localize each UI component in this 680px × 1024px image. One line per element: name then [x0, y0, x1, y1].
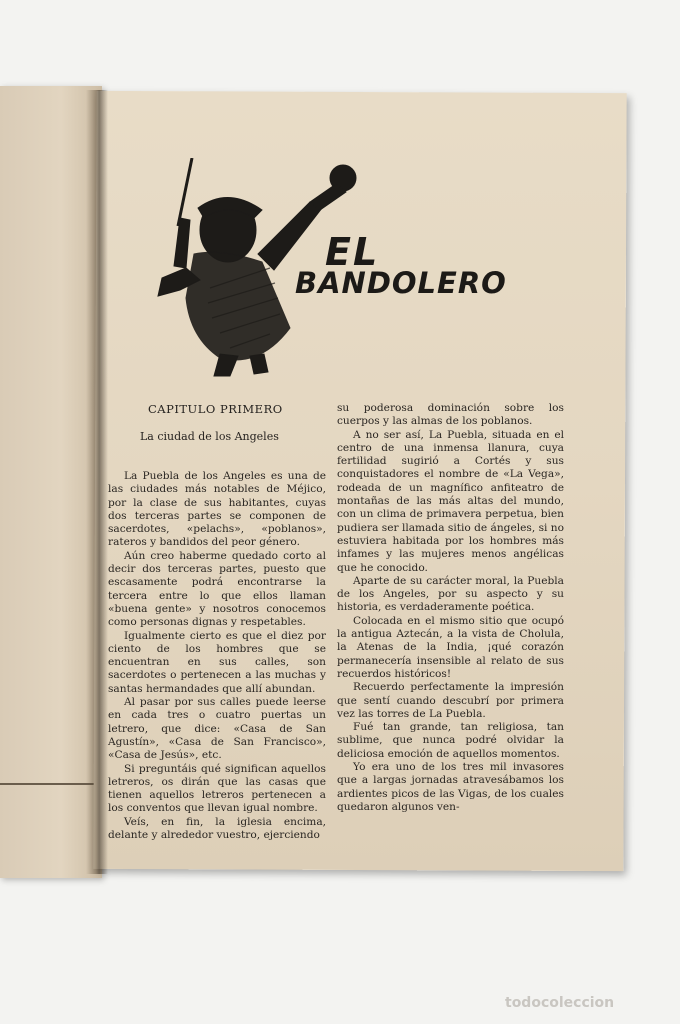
left-text-column: [108, 470, 326, 842]
paragraph: Colocada en el mismo sitio que ocupó la antigua Aztecán, a la vista de Cholula, la Atenas de la India, ¡qué corazón permanecería insensible al relato de sus recuerdos históricos!: [337, 614, 564, 680]
paragraph: Al pasar por sus calles puede leerse en cada tres o cuatro puertas un letrero, que dice: «Casa de San Agustín», «Casa de San Francisco», «Casa de Jesús», etc.: [108, 696, 326, 762]
paragraph: Veís, en fin, la iglesia encima, delante y alrededor vuestro, ejerciendo: [108, 815, 326, 842]
paragraph: Aún creo haberme quedado corto al decir dos terceras partes, puesto que escasamente podrá encontrarse la tercera entre lo que ellos llaman «buena gente» y nosotros conocemos como personas dignas y respetables.: [108, 549, 326, 629]
paragraph: Igualmente cierto es que el diez por ciento de los hombres que se encuentran en sus calles, son sacerdotes o pertenecen a las muchas y santas hermandades que allí abundan.: [108, 629, 326, 695]
paragraph: La Puebla de los Angeles es una de las ciudades más notables de Méjico, por la clase de sus habitantes, cuyas dos terceras partes se componen de sacerdotes, «pelachs», «poblanos», rateros y bandidos del peor género.: [108, 470, 326, 549]
paragraph: su poderosa dominación sobre los cuerpos y las almas de los poblanos.: [337, 402, 564, 428]
watermark: todocoleccion: [505, 995, 615, 1011]
right-text-column: [337, 402, 564, 814]
chapter-label: CAPITULO PRIMERO: [148, 402, 283, 416]
paragraph: Aparte de su carácter moral, la Puebla de los Angeles, por su aspecto y su historia, es verdaderamente poética.: [337, 574, 564, 614]
paragraph: Si preguntáis qué significan aquellos letreros, os dirán que las casas que tienen aquellos letreros pertenecen a los conventos que llevan igual nombre.: [108, 762, 326, 815]
page-rule: [0, 783, 94, 785]
book-spine: [86, 90, 108, 874]
paragraph: Fué tan grande, tan religiosa, tan sublime, que nunca podré olvidar la deliciosa emoción de aquellos momentos.: [337, 721, 564, 760]
paragraph: A no ser así, La Puebla, situada en el centro de una inmensa llanura, cuya fertilidad sugirió a Cortés y sus conquistadores el nombre de «La Vega», rodeada de un magnífico anfiteatro de montañas de las más altas del mundo, con un clima de primavera perpetua, bien pudiera ser llamada sitio de ángeles, si no estuviera habitada por los hombres más infames y las mujeres menos angélicas que he conocido.: [337, 428, 564, 574]
paragraph: Recuerdo perfectamente la impresión que sentí cuando descubrí por primera vez las torres de La Puebla.: [337, 681, 564, 720]
chapter-subtitle: La ciudad de los Angeles: [140, 430, 279, 443]
paragraph: Yo era uno de los tres mil invasores que a largas jornadas atravesábamos los ardientes picos de las Vigas, de los cuales quedaron algunos ven-: [337, 761, 564, 813]
book-title-bandolero: BANDOLERO: [295, 266, 507, 300]
book-title-el: EL: [325, 230, 380, 274]
